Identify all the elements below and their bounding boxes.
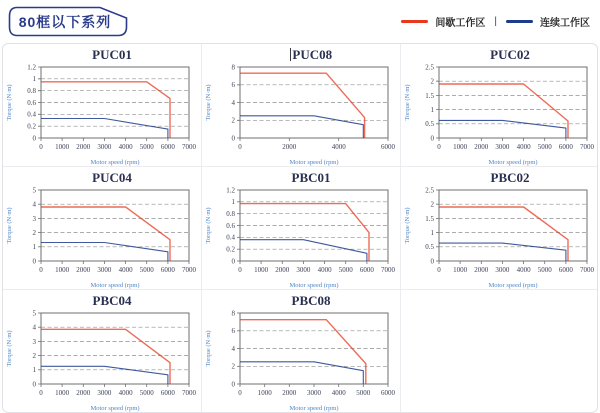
svg-text:0.5: 0.5 — [425, 243, 434, 252]
svg-text:5: 5 — [32, 309, 36, 318]
chart-title: PUC02 — [490, 46, 530, 62]
svg-text:1000: 1000 — [55, 143, 70, 151]
svg-text:1: 1 — [32, 366, 36, 375]
chart-cell-puc01 — [3, 44, 202, 167]
svg-text:0: 0 — [32, 257, 36, 266]
svg-text:0.8: 0.8 — [226, 210, 235, 219]
svg-text:5: 5 — [32, 186, 36, 195]
svg-text:0: 0 — [32, 134, 36, 143]
svg-text:Torque (N·m): Torque (N·m) — [6, 207, 13, 244]
svg-text:4000: 4000 — [331, 389, 346, 397]
plot-puc08 — [202, 62, 400, 167]
svg-text:5000: 5000 — [139, 389, 154, 397]
svg-text:0: 0 — [238, 266, 242, 274]
page-title: 80框以下系列 — [18, 13, 112, 30]
svg-text:2: 2 — [430, 77, 434, 86]
svg-text:Motor speed (rpm): Motor speed (rpm) — [289, 282, 339, 289]
svg-text:0.6: 0.6 — [27, 98, 36, 107]
svg-text:1.2: 1.2 — [27, 63, 36, 72]
chart-cell-pbc01 — [202, 167, 401, 290]
plot-puc04 — [3, 185, 201, 290]
svg-text:1000: 1000 — [254, 266, 269, 274]
svg-text:0: 0 — [39, 389, 43, 397]
svg-text:6000: 6000 — [558, 143, 573, 151]
svg-text:3000: 3000 — [97, 389, 112, 397]
svg-text:1: 1 — [430, 106, 434, 114]
plot-puc01 — [3, 62, 201, 167]
svg-text:4000: 4000 — [118, 266, 133, 274]
svg-text:0.4: 0.4 — [27, 110, 36, 119]
svg-text:Torque (N·m): Torque (N·m) — [404, 84, 411, 121]
chart-title: PBC08 — [291, 292, 331, 308]
svg-text:0.5: 0.5 — [425, 120, 434, 129]
svg-text:Torque (N·m): Torque (N·m) — [205, 330, 212, 367]
svg-text:4: 4 — [32, 323, 36, 332]
svg-text:1.2: 1.2 — [226, 186, 235, 195]
plot-pbc04 — [3, 308, 201, 413]
svg-text:Motor speed (rpm): Motor speed (rpm) — [90, 405, 140, 412]
svg-text:Motor speed (rpm): Motor speed (rpm) — [488, 159, 538, 166]
svg-text:4: 4 — [231, 98, 235, 107]
svg-text:4: 4 — [32, 200, 36, 209]
svg-text:2000: 2000 — [76, 266, 91, 274]
page-header — [0, 0, 600, 43]
svg-text:Torque (N·m): Torque (N·m) — [205, 207, 212, 244]
empty-cell — [401, 290, 598, 412]
plot-pbc08 — [202, 308, 400, 413]
chart-cell-puc02 — [401, 44, 598, 167]
svg-text:Motor speed (rpm): Motor speed (rpm) — [90, 282, 140, 289]
svg-text:8: 8 — [231, 63, 235, 72]
svg-text:1.5: 1.5 — [425, 91, 434, 100]
svg-text:0: 0 — [39, 266, 43, 274]
svg-text:4000: 4000 — [118, 143, 133, 151]
svg-text:4000: 4000 — [317, 266, 332, 274]
svg-text:0: 0 — [39, 143, 43, 151]
svg-text:6000: 6000 — [381, 143, 395, 151]
svg-text:2: 2 — [32, 352, 36, 360]
svg-text:0: 0 — [238, 143, 242, 151]
legend — [401, 14, 590, 29]
svg-text:6: 6 — [231, 327, 235, 336]
svg-text:2000: 2000 — [76, 389, 91, 397]
svg-text:5000: 5000 — [356, 389, 371, 397]
svg-text:Torque (N·m): Torque (N·m) — [404, 207, 411, 244]
plot-puc02 — [401, 62, 598, 167]
svg-text:0: 0 — [437, 266, 441, 274]
svg-text:0: 0 — [430, 257, 434, 266]
intermittent-zone-swatch — [401, 20, 428, 23]
svg-text:3: 3 — [32, 337, 36, 346]
svg-text:7000: 7000 — [182, 143, 196, 151]
series-title-badge — [8, 6, 128, 37]
plot-pbc01 — [202, 185, 400, 290]
continuous-zone-label: 连续工作区 — [540, 18, 590, 29]
svg-text:0: 0 — [231, 257, 235, 266]
svg-text:5000: 5000 — [537, 143, 552, 151]
svg-text:5000: 5000 — [537, 266, 552, 274]
svg-text:7000: 7000 — [381, 266, 395, 274]
svg-text:1000: 1000 — [257, 389, 272, 397]
chart-cell-pbc02 — [401, 167, 598, 290]
svg-text:1000: 1000 — [55, 266, 70, 274]
svg-text:1.5: 1.5 — [425, 214, 434, 223]
chart-title: PBC01 — [291, 169, 331, 185]
svg-text:7000: 7000 — [580, 266, 594, 274]
svg-text:0.8: 0.8 — [27, 87, 36, 96]
svg-text:2: 2 — [231, 362, 235, 371]
chart-cell-puc04 — [3, 167, 202, 290]
svg-text:Motor speed (rpm): Motor speed (rpm) — [90, 159, 140, 166]
svg-text:0.4: 0.4 — [226, 233, 235, 242]
chart-title: PBC04 — [92, 292, 132, 308]
svg-text:0: 0 — [231, 380, 235, 389]
svg-text:Motor speed (rpm): Motor speed (rpm) — [488, 282, 538, 289]
continuous-zone-swatch — [506, 20, 533, 23]
svg-text:6000: 6000 — [558, 266, 573, 274]
svg-text:7000: 7000 — [580, 143, 594, 151]
svg-text:2.5: 2.5 — [425, 186, 434, 195]
chart-grid — [2, 43, 598, 413]
svg-text:0: 0 — [238, 389, 242, 397]
svg-text:1: 1 — [430, 229, 434, 237]
svg-text:4000: 4000 — [118, 389, 133, 397]
svg-text:4000: 4000 — [516, 143, 531, 151]
text-cursor — [290, 48, 292, 61]
svg-text:1000: 1000 — [453, 143, 468, 151]
svg-text:Motor speed (rpm): Motor speed (rpm) — [289, 159, 339, 166]
svg-text:2: 2 — [231, 116, 235, 125]
svg-text:3000: 3000 — [307, 389, 321, 397]
svg-text:2000: 2000 — [282, 143, 297, 151]
svg-text:Torque (N·m): Torque (N·m) — [205, 84, 212, 121]
svg-text:6000: 6000 — [160, 143, 175, 151]
svg-text:3000: 3000 — [495, 143, 510, 151]
svg-text:3000: 3000 — [296, 266, 311, 274]
svg-text:1000: 1000 — [453, 266, 468, 274]
chart-title: PUC01 — [92, 46, 132, 62]
svg-text:1000: 1000 — [55, 389, 70, 397]
svg-text:3000: 3000 — [97, 143, 112, 151]
chart-title: PUC08 — [292, 46, 333, 62]
svg-text:Torque (N·m): Torque (N·m) — [6, 84, 13, 121]
svg-text:0.6: 0.6 — [226, 221, 235, 230]
svg-text:0.2: 0.2 — [27, 122, 36, 131]
intermittent-zone-label: 间歇工作区 — [435, 18, 486, 29]
svg-text:2000: 2000 — [474, 143, 489, 151]
svg-text:2000: 2000 — [474, 266, 489, 274]
svg-text:2000: 2000 — [282, 389, 297, 397]
svg-text:6: 6 — [231, 81, 235, 90]
svg-text:3: 3 — [32, 214, 36, 223]
svg-text:6000: 6000 — [359, 266, 374, 274]
svg-text:2.5: 2.5 — [425, 63, 434, 72]
svg-text:0: 0 — [32, 380, 36, 389]
chart-title: PBC02 — [490, 169, 530, 185]
svg-text:0: 0 — [231, 134, 235, 143]
plot-pbc02 — [401, 185, 598, 290]
svg-text:6000: 6000 — [381, 389, 395, 397]
svg-text:1: 1 — [231, 198, 235, 207]
svg-text:4000: 4000 — [331, 143, 346, 151]
svg-text:1: 1 — [32, 243, 36, 252]
svg-text:7000: 7000 — [182, 266, 196, 274]
svg-text:0: 0 — [430, 134, 434, 143]
svg-text:3000: 3000 — [97, 266, 112, 274]
svg-text:3000: 3000 — [495, 266, 510, 274]
svg-text:5000: 5000 — [338, 266, 353, 274]
svg-text:2000: 2000 — [76, 143, 91, 151]
svg-text:2000: 2000 — [275, 266, 290, 274]
svg-text:7000: 7000 — [182, 389, 196, 397]
chart-cell-pbc04 — [3, 290, 202, 412]
svg-text:5000: 5000 — [139, 266, 154, 274]
svg-text:6000: 6000 — [160, 266, 175, 274]
svg-text:8: 8 — [231, 309, 235, 318]
chart-cell-puc08 — [202, 44, 401, 167]
svg-text:1: 1 — [32, 75, 36, 84]
svg-text:4: 4 — [231, 344, 235, 353]
svg-text:2: 2 — [32, 229, 36, 237]
svg-text:6000: 6000 — [160, 389, 175, 397]
chart-title: PUC04 — [92, 169, 132, 185]
svg-text:2: 2 — [430, 200, 434, 209]
svg-text:0.2: 0.2 — [226, 245, 235, 254]
svg-text:0: 0 — [437, 143, 441, 151]
legend-separator: | — [494, 16, 497, 27]
svg-text:Torque (N·m): Torque (N·m) — [6, 330, 13, 367]
svg-text:4000: 4000 — [516, 266, 531, 274]
chart-cell-pbc08 — [202, 290, 401, 412]
svg-text:Motor speed (rpm): Motor speed (rpm) — [289, 405, 339, 412]
svg-text:5000: 5000 — [139, 143, 154, 151]
